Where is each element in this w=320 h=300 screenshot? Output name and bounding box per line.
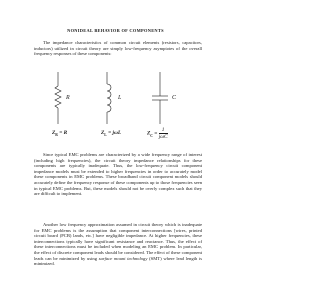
fraction-numerator: 1 <box>159 127 168 134</box>
formula-subscript: L <box>104 133 107 138</box>
formula-value: = jωL <box>108 130 122 136</box>
inductor-symbol <box>107 72 111 124</box>
formula-symbol: Z <box>147 130 151 137</box>
resistor-impedance-formula <box>52 130 67 137</box>
capacitor-symbol <box>152 72 168 124</box>
formula-symbol: Z <box>52 130 56 136</box>
body-paragraph-2: Since typical EMC problems are characterized by a wide frequency range of interest (including high frequencies), the circuit theory impedance relationships for these components are typically inadequate. Thus, the low-frequency circuit component impedance models must be extended to higher frequencies in order to accurately model these components in EMC problems. These broadband circuit component models should accurately define the frequency response of these components up to those frequencies seen in typical EMC problems. But, these models should not be overly complex such that they are difficult to implement. <box>34 152 202 197</box>
component-symbols-figure <box>28 70 208 128</box>
paragraph-italic-term: surface mount technology <box>98 255 148 261</box>
formula-equals: = <box>154 130 158 137</box>
formula-symbol: Z <box>101 130 105 136</box>
intro-paragraph: The impedance characteristics of common circuit elements (resistors, capacitors, inductors) utilized in circuit theory are simply low-frequency asymptotes of the overall frequency responses of these components: <box>34 40 202 57</box>
inductor-label: L <box>118 95 122 101</box>
capacitor-fraction <box>159 127 168 140</box>
body-paragraph-3 <box>34 222 202 267</box>
formula-subscript: R <box>55 133 58 138</box>
capacitor-label: C <box>172 95 177 101</box>
paragraph-text-end: (SMT) where lead length is minimized. <box>34 255 202 267</box>
formula-subscript: C <box>150 133 153 138</box>
formula-value: = R <box>59 130 68 136</box>
paragraph-text: Another low frequency approximation assumed in circuit theory which is inadequate for EMC problems is the assumption that component interconnections [wires, printed circuit board (PCB) lands, etc.] have negligible impedance. At higher frequencies, these interconnections typically have significant resistance and reactance. Thus, the effect of these interconnections must be included when modeling an EMC problem. In particular, the effect of discrete component leads should be considered. The effect of these component leads can be minimized by using <box>34 222 202 261</box>
section-heading: NONIDEAL BEHAVIOR OF COMPONENTS <box>67 28 164 33</box>
resistor-label: R <box>66 95 70 101</box>
resistor-symbol <box>55 72 61 124</box>
fraction-denominator: jωC <box>158 134 168 140</box>
capacitor-impedance-formula <box>147 127 168 140</box>
inductor-impedance-formula <box>101 130 121 137</box>
